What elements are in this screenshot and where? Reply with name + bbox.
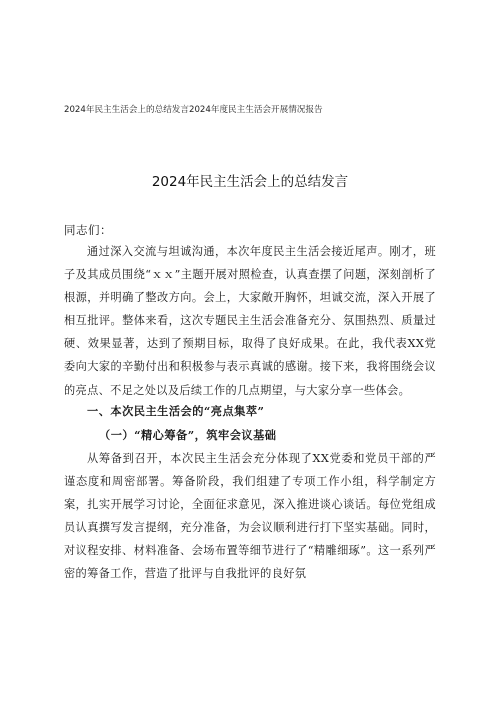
salutation: 同志们： <box>64 223 112 237</box>
body-paragraph: 通过深入交流与坦诚沟通，本次年度民主生活会接近尾声。刚才，班子及其成员围绕“ｘｘ”主题开展对照检查，认真查摆了问题，深刻剖析了根源，并明确了整改方向。会上，大家敞开胸怀，坦诚交流，深入开展了相互批评。整体来看，这次专题民主生活会准备充分、氛围热烈、质量过硬、效果显著，达到了预期目标，取得了良好成果。在此，我代表XX党委向大家的辛勤付出和积极参与表示真诚的感谢。接下来，我将围绕会议的亮点、不足之处以及后续工作的几点期望，与大家分享一些体会。 <box>64 245 436 397</box>
running-header: 2024年民主生活会上的总结发言2024年度民主生活会开展情况报告 <box>64 105 323 115</box>
body-paragraph: 从筹备到召开，本次民主生活会充分体现了XX党委和党员干部的严谨态度和周密部署。筹备阶段，我们组建了专项工作小组，科学制定方案，扎实开展学习讨论，全面征求意见，深入推进谈心谈话。每位党组成员认真撰写发言提纲，充分准备，为会议顺利进行打下坚实基础。同时，对议程安排、材料准备、会场布置等细节进行了“精雕细琢”。这一系列严密的筹备工作，营造了批评与自我批评的良好氛 <box>64 452 436 581</box>
document-title: 2024年民主生活会上的总结发言 <box>151 174 349 190</box>
subsection-heading: （一）“精心筹备”，筑牢会议基础 <box>99 428 277 442</box>
section-heading: 一、本次民主生活会的“亮点集萃” <box>87 404 265 418</box>
